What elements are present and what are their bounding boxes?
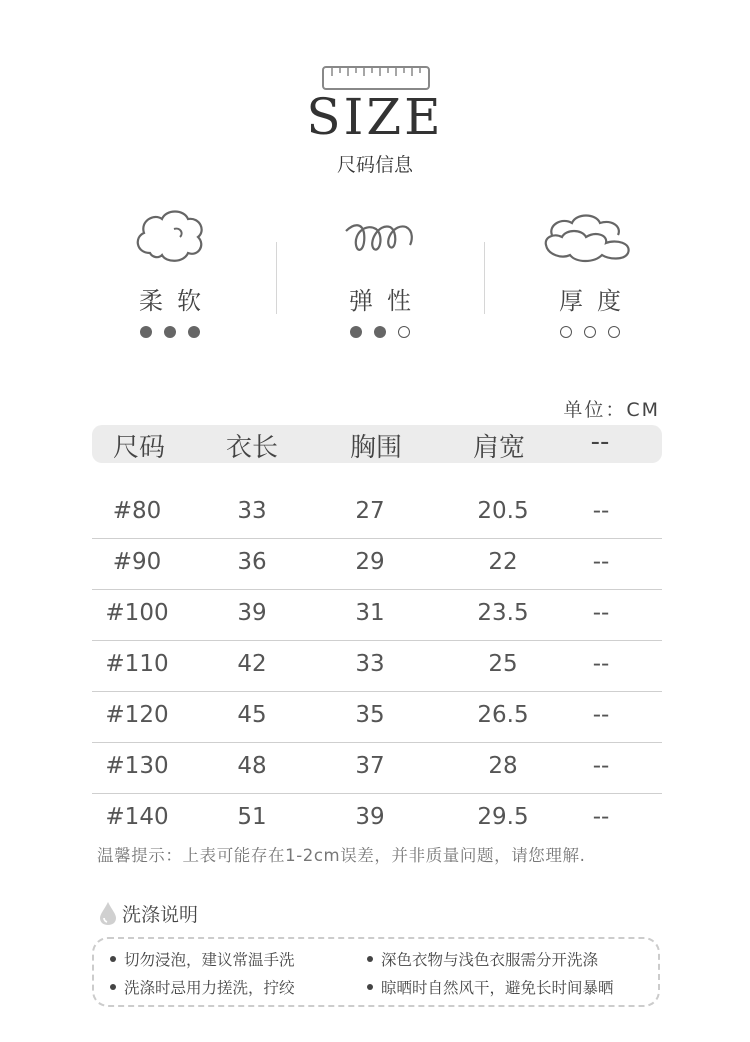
table-header	[92, 425, 662, 463]
table-row	[92, 641, 662, 692]
attribute-label: 柔软	[139, 287, 215, 315]
unit-label: 单位：CM	[563, 399, 660, 421]
spring-icon	[340, 205, 420, 267]
level-dot	[188, 326, 200, 338]
header-size: 尺码	[112, 433, 166, 463]
cloud-icon	[130, 205, 210, 267]
header-chest: 胸围	[349, 433, 403, 463]
wash-title: 洗涤说明	[122, 903, 199, 926]
table-row	[92, 488, 662, 539]
level-dots	[305, 326, 455, 338]
wash-box	[92, 937, 660, 1007]
cell-length: 42	[237, 651, 267, 677]
wash-item	[367, 976, 614, 998]
bullet-icon	[367, 956, 373, 962]
cell-extra: --	[592, 702, 610, 728]
cell-chest: 37	[355, 753, 385, 779]
wash-header	[98, 898, 198, 928]
wash-item-text: 切勿浸泡，建议常温手洗	[124, 951, 295, 969]
attribute-label: 厚度	[559, 287, 635, 315]
cell-length: 48	[237, 753, 267, 779]
cell-shoulder: 25	[488, 651, 518, 677]
cell-extra: --	[592, 600, 610, 626]
cell-shoulder: 29.5	[477, 804, 529, 830]
header-length: 衣长	[225, 433, 279, 463]
table-row	[92, 743, 662, 794]
level-dot	[398, 326, 410, 338]
water-drop-icon	[98, 900, 118, 926]
attribute-elasticity	[305, 205, 455, 338]
size-title: SIZE	[306, 88, 444, 146]
size-subtitle: 尺码信息	[336, 154, 413, 176]
level-dot	[374, 326, 386, 338]
attribute-thickness	[515, 205, 665, 338]
cell-shoulder: 23.5	[477, 600, 529, 626]
level-dot	[560, 326, 572, 338]
size-table	[92, 425, 662, 844]
divider	[484, 242, 485, 314]
cell-shoulder: 20.5	[477, 498, 529, 524]
cell-shoulder: 28	[488, 753, 518, 779]
bullet-icon	[110, 984, 116, 990]
cell-chest: 31	[355, 600, 385, 626]
attribute-softness	[95, 205, 245, 338]
header-extra: --	[590, 427, 610, 457]
bullet-icon	[367, 984, 373, 990]
level-dots	[515, 326, 665, 338]
cell-chest: 35	[355, 702, 385, 728]
cell-chest: 39	[355, 804, 385, 830]
table-row	[92, 794, 662, 844]
level-dot	[608, 326, 620, 338]
level-dot	[140, 326, 152, 338]
level-dots	[95, 326, 245, 338]
bullet-icon	[110, 956, 116, 962]
cell-size: #130	[105, 753, 169, 779]
header-shoulder: 肩宽	[472, 433, 526, 463]
attribute-label: 弹性	[349, 287, 425, 315]
cell-size: #90	[112, 549, 162, 575]
divider	[276, 242, 277, 314]
cell-chest: 33	[355, 651, 385, 677]
table-row	[92, 590, 662, 641]
cell-shoulder: 26.5	[477, 702, 529, 728]
table-row	[92, 539, 662, 590]
cell-extra: --	[592, 549, 610, 575]
cell-size: #80	[112, 498, 162, 524]
cell-length: 39	[237, 600, 267, 626]
wash-item-text: 深色衣物与浅色衣服需分开洗涤	[381, 951, 599, 969]
cell-chest: 27	[355, 498, 385, 524]
cell-extra: --	[592, 651, 610, 677]
layered-cloud-icon	[542, 205, 638, 267]
cell-length: 33	[237, 498, 267, 524]
wash-item	[110, 976, 295, 998]
cell-extra: --	[592, 498, 610, 524]
cell-size: #140	[105, 804, 169, 830]
wash-item-text: 洗涤时忌用力搓洗，拧绞	[124, 979, 295, 997]
wash-item	[367, 948, 598, 970]
tip-note: 温馨提示：上表可能存在1-2cm误差，并非质量问题，请您理解.	[97, 846, 586, 865]
wash-item-text: 晾晒时自然风干，避免长时间暴晒	[381, 979, 614, 997]
cell-length: 45	[237, 702, 267, 728]
cell-size: #100	[105, 600, 169, 626]
cell-size: #110	[105, 651, 169, 677]
wash-item	[110, 948, 295, 970]
cell-length: 36	[237, 549, 267, 575]
level-dot	[164, 326, 176, 338]
cell-chest: 29	[355, 549, 385, 575]
level-dot	[584, 326, 596, 338]
level-dot	[350, 326, 362, 338]
cell-extra: --	[592, 753, 610, 779]
cell-size: #120	[105, 702, 169, 728]
cell-shoulder: 22	[488, 549, 518, 575]
cell-extra: --	[592, 804, 610, 830]
cell-length: 51	[237, 804, 267, 830]
ruler-icon	[322, 66, 430, 90]
table-row	[92, 692, 662, 743]
